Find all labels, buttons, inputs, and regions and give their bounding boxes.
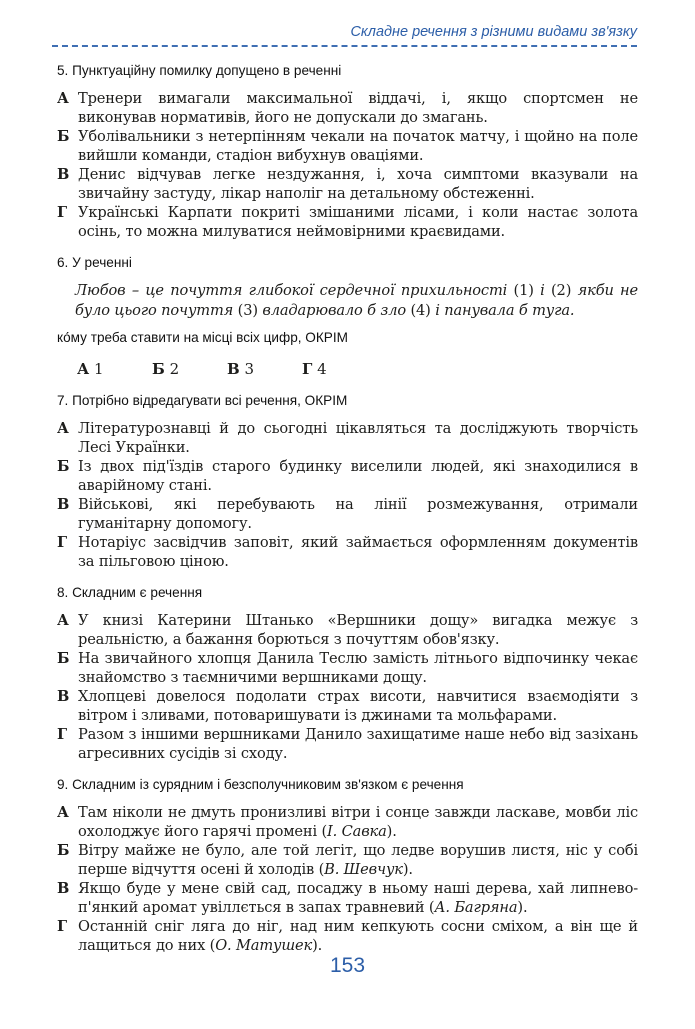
option-letter: А <box>57 804 69 821</box>
option-letter: Г <box>57 726 67 743</box>
answer-option-a <box>57 803 638 841</box>
option-text <box>78 803 638 841</box>
author-name: О. Матушек <box>215 937 313 954</box>
author-name: В. Шевчук <box>324 861 403 878</box>
option-text: У книзі Катерини Штанько «Вершники дощу» вигадка межує з реальністю, а бажання борються з почуттям обов'язку. <box>78 612 638 648</box>
option-text <box>78 917 638 955</box>
answer-option-v <box>57 879 638 917</box>
question-title: 5. Пунктуаційну помилку допущено в реченні <box>57 63 342 78</box>
quote-part: владарювало б зло <box>257 302 411 319</box>
option-letter: Г <box>57 534 67 551</box>
option-text: Хлопцеві довелося подолати страх висоти, навчитися взаємодіяти з вітром і зливами, потоваришувати із джинами та мольфарами. <box>78 688 638 724</box>
quote-end: ). <box>386 823 397 840</box>
quote-part: якби не було цього почуття <box>75 282 639 319</box>
answer-option-v <box>57 165 638 203</box>
option-text <box>78 841 638 879</box>
option-text: Тренери вимагали максимальної віддачі, і, якщо спортсмен не виконував нормативів, його не допускали до змагань. <box>78 90 638 126</box>
page-number: 153 <box>329 954 366 977</box>
quote-part: і панувала б туга. <box>430 302 575 319</box>
option-text: Разом з іншими вершниками Данило захищатиме наше небо від зазіхань агресивних сусідів зі сходу. <box>78 726 638 762</box>
option-letter: А <box>77 360 90 378</box>
quote-end: ). <box>312 937 323 954</box>
option-letter: А <box>57 420 69 437</box>
option-text: Літературознавці й до сьогодні цікавляться та досліджують творчість Лесі Українки. <box>78 420 638 456</box>
option-letter: Б <box>57 842 70 859</box>
question-7 <box>57 392 638 571</box>
option-value: 1 <box>94 360 104 378</box>
option-text: Уболівальники з нетерпінням чекали на початок матчу, і щойно на поле вийшли команди, стадіон вибухнув оваціями. <box>78 128 638 164</box>
answer-option-b <box>57 457 638 495</box>
option-letter: Б <box>57 128 70 145</box>
quote-text: Останній сніг ляга до ніг, над ним кепкують сосни сміхом, а він ще й лащиться до них ( <box>78 918 638 954</box>
question-6 <box>57 254 638 378</box>
quote-text: Там ніколи не дмуть пронизливі вітри і сонце завжди ласкаве, мовби ліс охолоджує його гарячі промені ( <box>78 804 638 840</box>
gap-number: (3) <box>237 302 258 319</box>
gap-number: (1) <box>513 282 534 299</box>
question-title: 8. Складним є речення <box>57 585 203 600</box>
running-title: Складне речення з різними видами зв'язку <box>350 24 637 40</box>
option-letter: В <box>57 166 70 183</box>
option-letter: Б <box>57 458 70 475</box>
option-text: Із двох під'їздів старого будинку виселили людей, які знаходилися в аварійному стані. <box>78 458 638 494</box>
page-content <box>57 62 638 968</box>
answer-option-a <box>77 360 152 378</box>
option-value: 4 <box>317 360 327 378</box>
answer-option-a <box>57 611 638 649</box>
answer-option-g <box>302 360 377 378</box>
answer-option-b <box>57 649 638 687</box>
option-letter: А <box>57 90 69 107</box>
answer-option-a <box>57 89 638 127</box>
answer-option-b <box>152 360 227 378</box>
option-letter: Б <box>152 360 165 378</box>
option-text: На звичайного хлопця Данила Теслю замість літнього відпочинку чекає знайомство з таємничими вершниками дощу. <box>78 650 638 686</box>
gap-number: (2) <box>551 282 572 299</box>
option-letter: Г <box>57 918 67 935</box>
answer-option-b <box>57 841 638 879</box>
author-name: А. Багряна <box>434 899 518 916</box>
gap-number: (4) <box>410 302 431 319</box>
answer-option-v <box>57 687 638 725</box>
quote-text: Вітру майже не було, але той легіт, що ледве ворушив листя, ніс у собі перше відчуття осені й холодів ( <box>78 842 638 878</box>
quote-part: і <box>533 282 552 299</box>
quote-part: Любов – це почуття глибокої сердечної прихильності <box>75 282 514 299</box>
option-value: 3 <box>244 360 255 378</box>
option-letter: Б <box>57 650 70 667</box>
author-name: І. Савка <box>327 823 387 840</box>
option-text: Українські Карпати покриті змішаними лісами, і коли настає золота осінь, то можна милуватися неймовірними краєвидами. <box>78 204 638 240</box>
quote-text: Якщо буде у мене свій сад, посаджу в ньому наші дерева, хай липнево-п'янкий аромат увіллється в запах травневий ( <box>78 880 638 916</box>
answer-option-a <box>57 419 638 457</box>
question-5 <box>57 62 638 241</box>
answer-option-v <box>227 360 302 378</box>
question-title: 7. Потрібно відредагувати всі речення, ОКРІМ <box>57 393 348 408</box>
option-letter: В <box>57 688 70 705</box>
answer-option-b <box>57 127 638 165</box>
answer-option-g <box>57 533 638 571</box>
option-letter: В <box>227 360 240 378</box>
quoted-sentence <box>75 281 638 321</box>
option-text: Нотаріус засвідчив заповіт, який займається оформленням документів за пільговою ціною. <box>78 534 638 570</box>
option-letter: А <box>57 612 69 629</box>
question-subtitle: ко́му треба ставити на місці всіх цифр, ОКРІМ <box>57 330 348 345</box>
header-divider <box>52 45 637 47</box>
question-title: 9. Складним із сурядним і безсполучниковим зв'язком є речення <box>57 777 464 792</box>
question-title: 6. У реченні <box>57 255 132 270</box>
answer-option-g <box>57 725 638 763</box>
quote-end: ). <box>517 899 528 916</box>
option-letter: Г <box>57 204 67 221</box>
answer-row <box>77 360 638 378</box>
option-letter: Г <box>302 360 313 378</box>
option-text <box>78 879 638 917</box>
answer-option-v <box>57 495 638 533</box>
question-8 <box>57 584 638 763</box>
option-value: 2 <box>169 360 180 378</box>
option-letter: В <box>57 496 70 513</box>
quote-end: ). <box>402 861 413 878</box>
option-text: Військові, які перебувають на лінії розмежування, отримали гуманітарну допомогу. <box>78 496 638 532</box>
question-9 <box>57 776 638 955</box>
answer-option-g <box>57 203 638 241</box>
option-text: Денис відчував легке нездужання, і, хоча симптоми вказували на звичайну застуду, лікар наполіг на детальному обстеженні. <box>78 166 638 202</box>
answer-option-g <box>57 917 638 955</box>
option-letter: В <box>57 880 70 897</box>
